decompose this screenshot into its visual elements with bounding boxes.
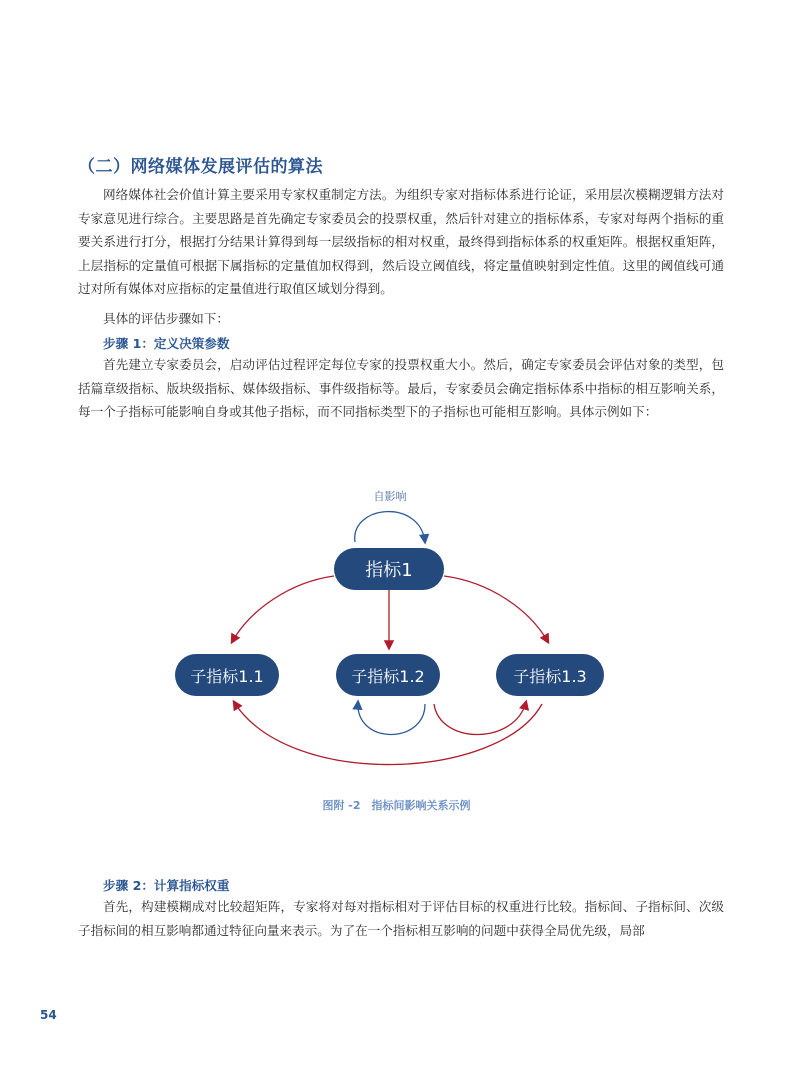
steps-intro: 具体的评估步骤如下： <box>103 311 229 326</box>
arrow-1-2-to-1-3 <box>434 702 526 735</box>
section-heading: （二）网络媒体发展评估的算法 <box>78 157 323 177</box>
step2-paragraph: 首先，构建模糊成对比较超矩阵，专家将对每对指标相对于评估目标的权重进行比较。指标间、子指标间、次级子指标间的相互影响都通过特征向量来表示。为了在一个指标相互影响的问题中获得全局优先级，局部 <box>78 899 724 938</box>
arrow-main-to-1-1 <box>232 576 334 642</box>
arrow-1-3-to-1-1 <box>234 702 542 765</box>
intro-paragraph: 网络媒体社会价值计算主要采用专家权重制定方法。为组织专家对指标体系进行论证，采用层次模糊逻辑方法对专家意见进行综合。主要思路是首先确定专家委员会的投票权重，然后针对建立的指标体系，专家对每两个指标的重要关系进行打分，根据打分结果计算得到每一层级指标的相对权重，最终得到指标体系的权重矩阵。根据权重矩阵，上层指标的定量值可根据下属指标的定量值加权得到，然后设立阈值线，将定量值映射到定性值。这里的阈值线可通过对所有媒体对应指标的定量值进行取值区域划分得到。 <box>78 187 724 297</box>
node-sub-indicator-1-3: 子指标1.3 <box>496 654 604 696</box>
self-loop-main-arrow <box>355 512 425 542</box>
diagram-arrows <box>0 470 793 830</box>
influence-diagram <box>0 470 793 830</box>
figure-caption: 图附 -2 指标间影响关系示例 <box>322 799 471 812</box>
step1-title: 步骤 1：定义决策参数 <box>103 336 230 351</box>
arrow-main-to-1-3 <box>444 576 548 642</box>
node-sub-indicator-1-2: 子指标1.2 <box>336 654 440 696</box>
node-sub-indicator-1-1: 子指标1.1 <box>175 654 279 696</box>
step1-paragraph: 首先建立专家委员会，启动评估过程评定每位专家的投票权重大小。然后，确定专家委员会评估对象的类型，包括篇章级指标、版块级指标、媒体级指标、事件级指标等。最后，专家委员会确定指标体系中指标的相互影响关系，每一个子指标可能影响自身或其他子指标，而不同指标类型下的子指标也可能相互影响。具体示例如下： <box>78 357 724 420</box>
self-loop-1-2-arrow <box>358 702 425 735</box>
step2-title: 步骤 2：计算指标权重 <box>103 878 230 893</box>
node-indicator-1: 指标1 <box>334 548 444 590</box>
page-number: 54 <box>40 1008 57 1022</box>
self-influence-label: 自影响 <box>373 490 407 503</box>
